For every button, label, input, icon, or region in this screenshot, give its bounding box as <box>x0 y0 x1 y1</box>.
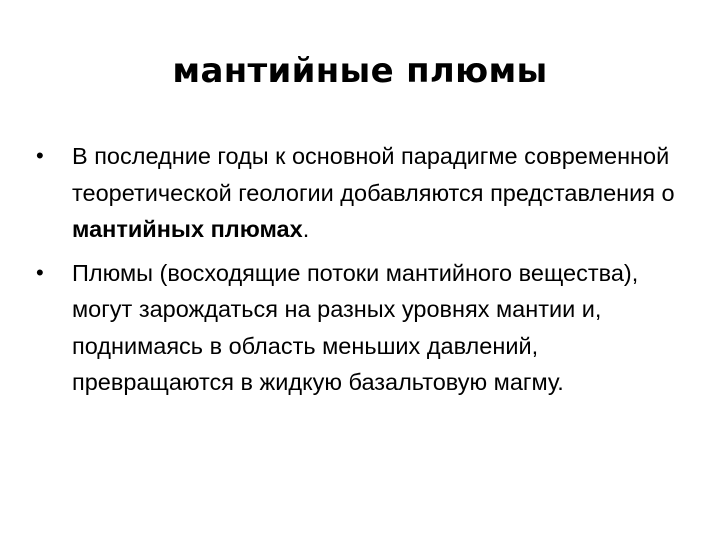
slide-title: мантийные плюмы <box>172 51 548 91</box>
bullet-item-2 <box>36 255 686 401</box>
bullet-2-text: Плюмы (восходящие потоки мантийного вещества), могут зарождаться на разных уровнях мантии и, поднимаясь в область меньших давлений, превращаются в жидкую базальтовую магму. <box>72 259 639 395</box>
bullet-dot-icon: • <box>36 259 44 285</box>
bullet-item-1 <box>36 138 686 248</box>
bullet-list <box>36 138 686 408</box>
bullet-1-period: . <box>302 216 310 242</box>
bullet-1-text: В последние годы к основной парадигме современной теоретической геологии добавляются представления о <box>72 143 675 206</box>
bullet-dot-icon: • <box>36 143 44 168</box>
bullet-1-bold-term: мантийных плюмах <box>72 216 303 242</box>
